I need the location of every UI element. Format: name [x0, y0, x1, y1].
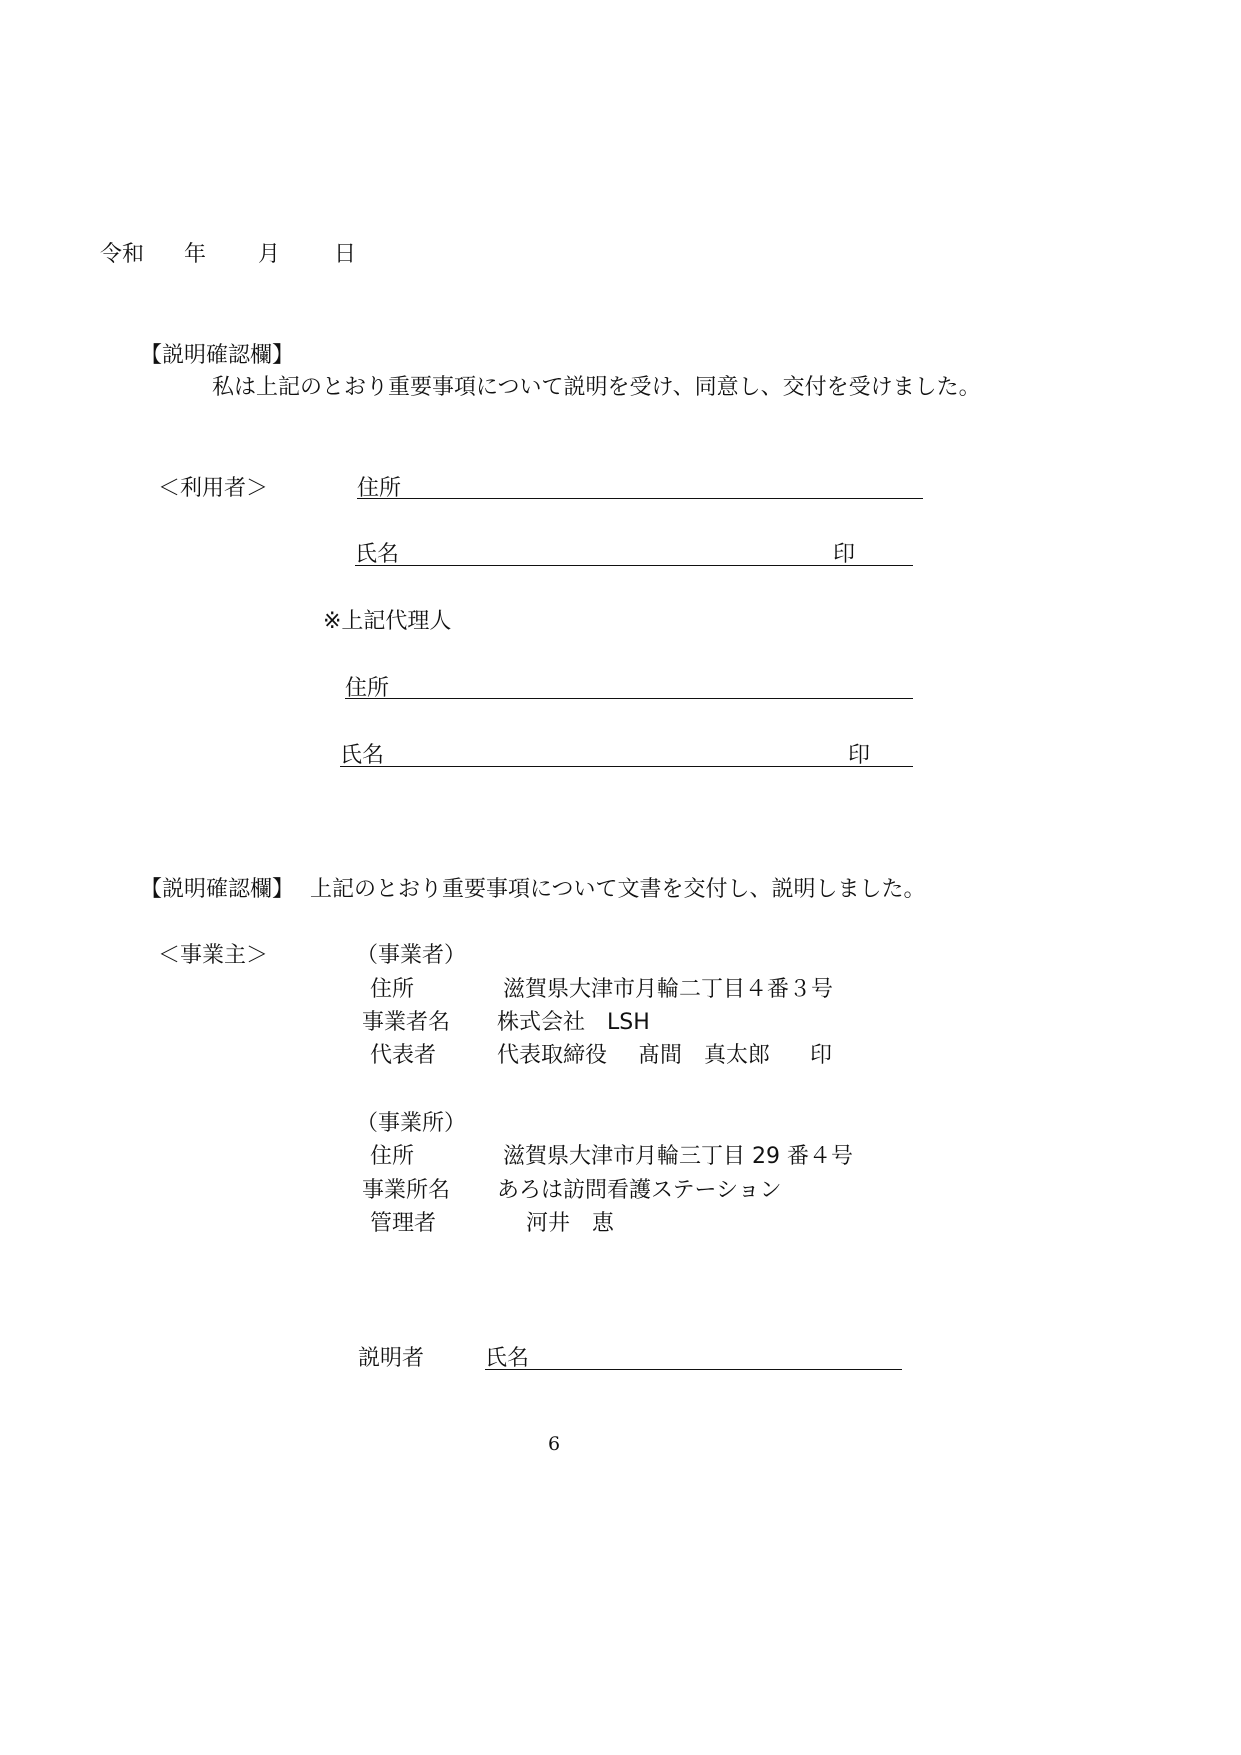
office-name-label: 事業所名 — [362, 1178, 451, 1203]
date-era: 令和 — [100, 242, 145, 267]
section2-statement: 上記のとおり重要事項について文書を交付し、説明しました。 — [310, 877, 926, 902]
office-address: 滋賀県大津市月輪三丁目 29 番４号 — [503, 1144, 853, 1169]
user-address-label: 住所 — [357, 476, 402, 501]
proxy-name-line[interactable] — [340, 766, 913, 767]
owner-label: ＜事業主＞ — [158, 943, 269, 968]
office-manager: 河井 恵 — [526, 1211, 615, 1236]
proxy-address-line[interactable] — [345, 698, 913, 699]
section1-statement: 私は上記のとおり重要事項について説明を受け、同意し、交付を受けました。 — [212, 375, 981, 400]
business-rep-name: 髙間 真太郎 — [638, 1043, 771, 1068]
date-month: 月 — [258, 242, 281, 267]
office-name: あろは訪問看護ステーション — [497, 1178, 782, 1203]
date-year: 年 — [184, 242, 207, 267]
office-title: （事業所） — [356, 1111, 467, 1136]
proxy-label: ※上記代理人 — [323, 609, 452, 634]
business-address: 滋賀県大津市月輪二丁目４番３号 — [503, 977, 834, 1002]
business-address-label: 住所 — [370, 977, 415, 1002]
section1-heading: 【説明確認欄】 — [140, 343, 295, 368]
section2-heading: 【説明確認欄】 — [140, 877, 295, 902]
user-label: ＜利用者＞ — [158, 476, 269, 501]
page-number: 6 — [548, 1433, 561, 1455]
user-name-line[interactable] — [355, 565, 913, 566]
user-address-line[interactable] — [357, 498, 923, 499]
explainer-name-label: 氏名 — [485, 1346, 530, 1371]
explainer-label: 説明者 — [358, 1346, 425, 1371]
office-address-label: 住所 — [370, 1144, 415, 1169]
business-title: （事業者） — [356, 943, 467, 968]
user-name-label: 氏名 — [355, 542, 400, 567]
explainer-name-line[interactable] — [485, 1369, 902, 1370]
business-seal: 印 — [810, 1043, 833, 1068]
business-rep-title: 代表取締役 — [497, 1043, 608, 1068]
user-seal: 印 — [833, 542, 856, 567]
proxy-address-label: 住所 — [345, 676, 390, 701]
business-company-label: 事業者名 — [362, 1010, 451, 1035]
proxy-seal: 印 — [848, 743, 871, 768]
business-rep-label: 代表者 — [370, 1043, 437, 1068]
proxy-name-label: 氏名 — [340, 743, 385, 768]
business-company: 株式会社 LSH — [497, 1010, 650, 1035]
date-day: 日 — [334, 242, 357, 267]
office-manager-label: 管理者 — [370, 1211, 437, 1236]
